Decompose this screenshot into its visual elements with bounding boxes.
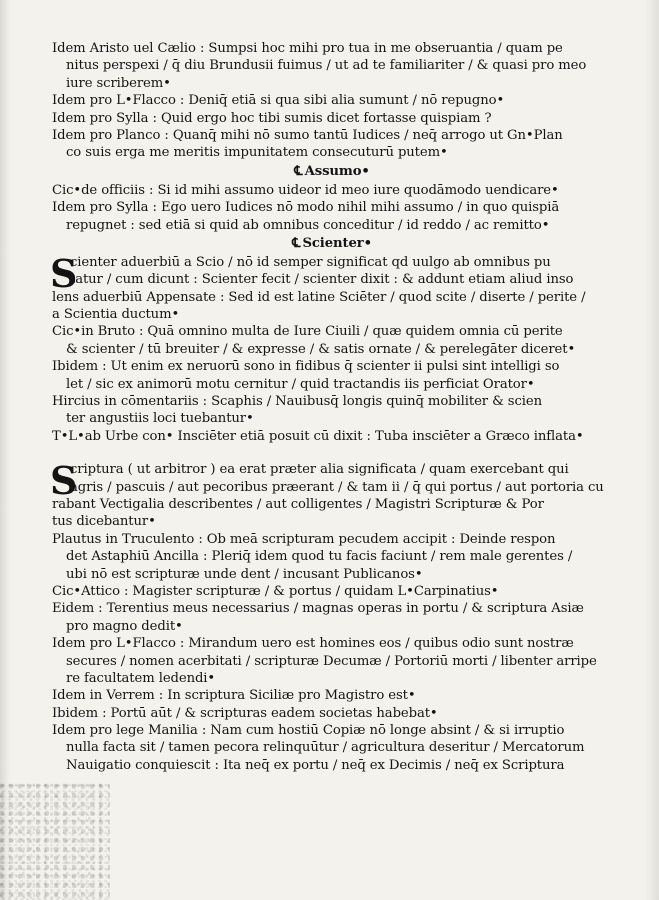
section-heading-text: Scienter• — [302, 235, 372, 251]
text-line: criptura ( ut arbitror ) ea erat præter alia significata / quam exercebant qui — [70, 462, 569, 478]
section-heading-text: Assumo• — [304, 163, 370, 179]
section-heading-scienter — [52, 234, 612, 254]
paragraph-mark-icon: ℄ — [292, 235, 301, 251]
text-line: Idem in Verrem : In scriptura Siciliæ pro Magistro est• — [52, 688, 416, 704]
text-line: iure scriberem• — [66, 75, 171, 91]
text-line: Idem pro Planco : Quanq̄ mihi nō sumo tantū Iudices / neq̄ arrogo ut Gn•Plan — [52, 127, 563, 143]
text-line: nulla facta sit / tamen pecora relinquūtur / agricultura deseritur / Mercatorum — [66, 740, 585, 756]
text-line: lens aduerbiū Appensate : Sed id est latine Sciēter / quod scite / diserte / perite / — [52, 289, 586, 305]
text-line: Idem pro L•Flacco : Mirandum uero est homines eos / quibus odio sunt nostræ — [52, 636, 574, 652]
paragraph-gap — [52, 445, 612, 461]
text-line: Plautus in Truculento : Ob meā scripturam pecudem accipit : Deinde respon — [52, 531, 556, 547]
text-line: Idem Aristo uel Cælio : Sumpsi hoc mihi pro tua in me obseruantia / quam pe — [52, 41, 563, 56]
text-line: Cic•de officiis : Si id mihi assumo uideor id meo iure quodāmodo uendicare• — [52, 182, 559, 198]
text-line: & scienter / tū breuiter / & expresse / & satis ornate / & perelegāter diceret• — [66, 341, 576, 357]
text-line: det Astaphiū Ancilla : Pleriq̄ idem quod tu facis faciunt / rem male gerentes / — [66, 549, 573, 565]
text-line: tus dicebantur• — [52, 514, 156, 530]
text-line: nitus perspexi / q̄ diu Brundusii fuimus / ut ad te familiariter / & quasi pro meo — [66, 58, 587, 74]
dropcap-paragraph — [50, 458, 612, 531]
text-line: Hircius in cōmentariis : Scaphis / Nauibusq̄ longis quinq̄ mobiliter & scien — [52, 394, 542, 410]
text-line: agris / pascuis / aut pecoribus præerant / & tam ii / q̄ qui portus / aut portoria cu — [70, 479, 604, 495]
text-line: Nauigatio conquiescit : Ita neq̄ ex portu / neq̄ ex Decimis / neq̄ ex Scriptura — [66, 757, 565, 773]
text-line: Idem pro Sylla : Quid ergo hoc tibi sumis dicet fortasse quispiam ? — [52, 110, 492, 126]
text-line: a Scientia ductum• — [52, 307, 180, 323]
text-line: let / sic ex animorū motu cernitur / quid tractandis iis perficiat Orator• — [66, 376, 535, 392]
text-line: T•L•ab Urbe con• Insciēter etiā posuit cū dixit : Tuba insciēter a Græco inflata• — [52, 428, 584, 444]
text-line: Ibidem : Portū aūt / & scripturas eadem societas habebat• — [52, 705, 438, 721]
text-line: Idem pro lege Manilia : Nam cum hostiū Copiæ nō longe absint / & si irruptio — [52, 723, 565, 739]
text-line: repugnet : sed etiā si quid ab omnibus conceditur / id reddo / ac remitto• — [66, 217, 550, 233]
text-line: secures / nomen acerbitati / scripturæ Decumæ / Portoriū morti / libenter arripe — [66, 653, 597, 669]
section-heading-assumo — [52, 162, 612, 182]
text-line: ubi nō est scripturæ unde dent / incusant Publicanos• — [66, 566, 423, 582]
text-line: tatur / cum dicunt : Scienter fecit / scienter dixit : & addunt etiam aliud inso — [70, 272, 574, 288]
drop-cap-letter: S — [50, 250, 78, 296]
text-line: Idem pro Sylla : Ego uero Iudices nō modo nihil mihi assumo / in quo quispiā — [52, 200, 560, 216]
text-line: re facultatem ledendi• — [66, 670, 216, 686]
paragraph-mark-icon: ℄ — [294, 163, 303, 179]
text-line: cienter aduerbiū a Scio / nō id semper significat qd uulgo ab omnibus pu — [70, 254, 551, 270]
page-gutter-shadow — [0, 0, 10, 900]
text-line: Ibidem : Ut enim ex neruorū sono in fidibus q̄ scienter ii pulsi sint intelligi so — [52, 359, 560, 375]
text-line: rabant Vectigalia describentes / aut colligentes / Magistri Scripturæ & Por — [52, 496, 544, 512]
text-line: pro magno dedit• — [66, 618, 183, 634]
text-line: ter angustiis loci tuebantur• — [66, 411, 254, 427]
text-line: co suis erga me meritis impunitatem consecuturū putem• — [66, 145, 448, 161]
text-line: Cic•Attico : Magister scripturæ / & portus / quidam L•Carpinatius• — [52, 583, 499, 599]
text-line: Cic•in Bruto : Quā omnino multa de Iure Ciuili / quæ quidem omnia cū perite — [52, 324, 563, 340]
drop-cap-letter: S — [50, 458, 78, 504]
page-text — [52, 40, 612, 774]
text-line: Idem pro L•Flacco : Deniq̄ etiā si qua sibi alia sumunt / nō repugno• — [52, 93, 505, 109]
scan-noise — [0, 780, 110, 900]
dropcap-paragraph — [50, 250, 612, 324]
text-line: Eidem : Terentius meus necessarius / magnas operas in portu / & scriptura Asiæ — [52, 601, 584, 617]
